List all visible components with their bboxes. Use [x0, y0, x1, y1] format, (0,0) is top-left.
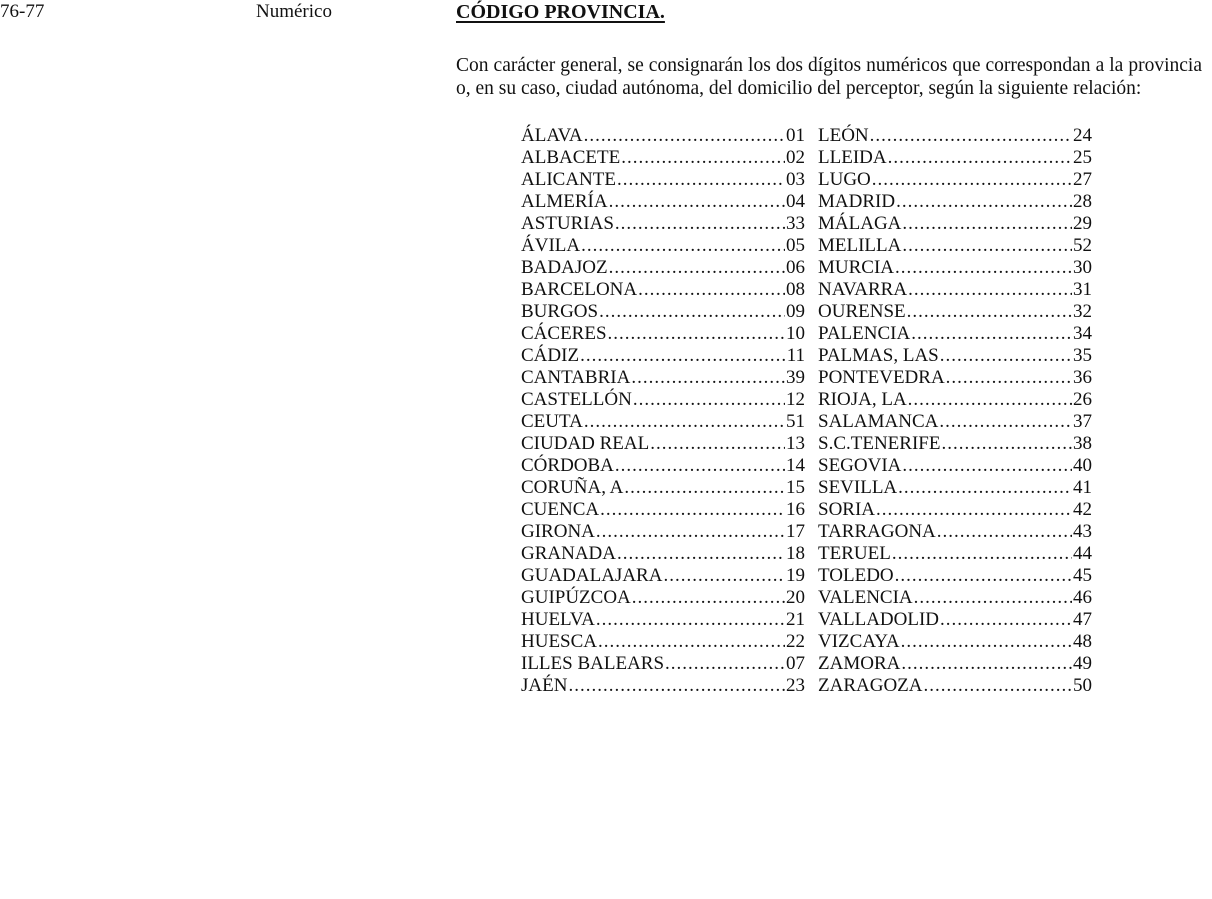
province-name: CANTABRIA: [521, 367, 631, 388]
province-code: 36: [1073, 367, 1092, 388]
province-name: BADAJOZ: [521, 257, 608, 278]
province-name: RIOJA, LA: [818, 389, 907, 410]
dot-leader: [631, 367, 785, 389]
province-code: 33: [786, 213, 805, 234]
dot-leader: [924, 675, 1073, 697]
province-code: 48: [1073, 631, 1092, 652]
province-row: [818, 653, 1092, 675]
dot-leader: [888, 147, 1072, 169]
province-code: 27: [1073, 169, 1092, 190]
province-row: [818, 477, 1092, 499]
dot-leader: [650, 433, 785, 455]
dot-leader: [895, 565, 1072, 587]
province-code: 18: [786, 543, 805, 564]
province-code: 46: [1073, 587, 1092, 608]
province-row: [818, 543, 1092, 565]
province-name: NAVARRA: [818, 279, 908, 300]
province-row: [818, 433, 1092, 455]
province-row: [521, 521, 805, 543]
province-row: [818, 191, 1092, 213]
province-row: [521, 147, 805, 169]
province-list-left: [521, 125, 805, 697]
province-row: [521, 499, 805, 521]
dot-leader: [902, 213, 1072, 235]
dot-leader: [568, 675, 785, 697]
dot-leader: [902, 235, 1072, 257]
dot-leader: [902, 455, 1072, 477]
province-row: [818, 367, 1092, 389]
province-name: ALMERÍA: [521, 191, 608, 212]
province-name: ÁVILA: [521, 235, 581, 256]
province-row: [818, 323, 1092, 345]
province-code: 40: [1073, 455, 1092, 476]
province-name: CUENCA: [521, 499, 600, 520]
province-code: 30: [1073, 257, 1092, 278]
dot-leader: [615, 213, 785, 235]
province-name: ALICANTE: [521, 169, 616, 190]
dot-leader: [581, 235, 785, 257]
dot-leader: [600, 499, 785, 521]
dot-leader: [599, 301, 785, 323]
province-code: 38: [1073, 433, 1092, 454]
province-row: [521, 191, 805, 213]
province-name: CASTELLÓN: [521, 389, 632, 410]
province-name: BARCELONA: [521, 279, 638, 300]
dot-leader: [901, 631, 1072, 653]
province-row: [818, 301, 1092, 323]
dot-leader: [911, 323, 1072, 345]
province-name: MELILLA: [818, 235, 902, 256]
province-code: 39: [786, 367, 805, 388]
province-name: MURCIA: [818, 257, 895, 278]
province-code: 50: [1073, 675, 1092, 696]
province-row: [521, 433, 805, 455]
province-code: 08: [786, 279, 805, 300]
province-name: HUELVA: [521, 609, 595, 630]
province-name: PALMAS, LAS: [818, 345, 939, 366]
province-code: 01: [786, 125, 805, 146]
dot-leader: [609, 257, 785, 279]
dot-leader: [892, 543, 1072, 565]
province-name: CÁCERES: [521, 323, 607, 344]
province-row: [818, 279, 1092, 301]
province-code: 47: [1073, 609, 1092, 630]
province-row: [521, 257, 805, 279]
province-code: 07: [786, 653, 805, 674]
dot-leader: [896, 191, 1072, 213]
dot-leader: [584, 411, 785, 433]
province-row: [818, 565, 1092, 587]
field-position: 76-77: [0, 1, 45, 22]
province-code: 17: [786, 521, 805, 542]
dot-leader: [941, 433, 1072, 455]
dot-leader: [617, 169, 785, 191]
dot-leader: [898, 477, 1072, 499]
province-code: 19: [786, 565, 805, 586]
dot-leader: [617, 543, 785, 565]
province-row: [818, 169, 1092, 191]
province-name: PONTEVEDRA: [818, 367, 945, 388]
province-name: TOLEDO: [818, 565, 894, 586]
province-code: 34: [1073, 323, 1092, 344]
province-name: OURENSE: [818, 301, 906, 322]
province-name: ASTURIAS: [521, 213, 614, 234]
field-description: Con carácter general, se consignarán los dos dígitos numéricos que correspondan a la provincia o, en su caso, ciudad autónoma, del domicilio del perceptor, según la siguiente relación:: [456, 55, 1202, 99]
dot-leader: [598, 631, 785, 653]
province-row: [818, 587, 1092, 609]
province-code: 43: [1073, 521, 1092, 542]
province-name: VALLADOLID: [818, 609, 940, 630]
dot-leader: [872, 169, 1072, 191]
province-code: 16: [786, 499, 805, 520]
province-name: CORUÑA, A: [521, 477, 624, 498]
province-name: LEÓN: [818, 125, 869, 146]
province-name: LLEIDA: [818, 147, 887, 168]
field-type: Numérico: [256, 1, 332, 22]
province-name: ÁLAVA: [521, 125, 583, 146]
province-code: 28: [1073, 191, 1092, 212]
dot-leader: [584, 125, 785, 147]
province-code: 10: [786, 323, 805, 344]
province-name: CÓRDOBA: [521, 455, 614, 476]
dot-leader: [876, 499, 1072, 521]
province-name: SEVILLA: [818, 477, 898, 498]
province-name: TERUEL: [818, 543, 891, 564]
province-row: [521, 565, 805, 587]
province-row: [521, 301, 805, 323]
dot-leader: [937, 521, 1072, 543]
dot-leader: [907, 301, 1072, 323]
province-code: 02: [786, 147, 805, 168]
province-code: 51: [786, 411, 805, 432]
dot-leader: [624, 477, 785, 499]
province-row: [521, 279, 805, 301]
province-row: [818, 455, 1092, 477]
province-code: 35: [1073, 345, 1092, 366]
province-code: 09: [786, 301, 805, 322]
province-code: 14: [786, 455, 805, 476]
province-code: 22: [786, 631, 805, 652]
province-row: [521, 609, 805, 631]
dot-leader: [580, 345, 786, 367]
province-row: [818, 499, 1092, 521]
province-row: [521, 653, 805, 675]
province-row: [818, 147, 1092, 169]
province-row: [521, 213, 805, 235]
province-row: [521, 587, 805, 609]
province-code: 49: [1073, 653, 1092, 674]
province-code: 20: [786, 587, 805, 608]
province-row: [521, 411, 805, 433]
province-name: GRANADA: [521, 543, 616, 564]
province-name: CIUDAD REAL: [521, 433, 650, 454]
province-row: [818, 389, 1092, 411]
province-row: [521, 389, 805, 411]
province-code: 42: [1073, 499, 1092, 520]
province-name: GUADALAJARA: [521, 565, 663, 586]
province-row: [818, 521, 1092, 543]
province-code: 25: [1073, 147, 1092, 168]
dot-leader: [895, 257, 1072, 279]
province-code: 06: [786, 257, 805, 278]
province-name: VIZCAYA: [818, 631, 900, 652]
province-name: MÁLAGA: [818, 213, 902, 234]
province-row: [818, 257, 1092, 279]
province-name: HUESCA: [521, 631, 598, 652]
dot-leader: [615, 455, 785, 477]
dot-leader: [609, 191, 785, 213]
dot-leader: [901, 653, 1072, 675]
province-name: PALENCIA: [818, 323, 911, 344]
dot-leader: [663, 565, 785, 587]
province-code: 11: [786, 345, 805, 366]
province-row: [818, 675, 1092, 697]
province-name: ZARAGOZA: [818, 675, 923, 696]
province-row: [521, 455, 805, 477]
province-row: [818, 125, 1092, 147]
province-code: 04: [786, 191, 805, 212]
province-name: S.C.TENERIFE: [818, 433, 941, 454]
province-row: [521, 169, 805, 191]
dot-leader: [940, 609, 1072, 631]
dot-leader: [633, 389, 785, 411]
province-name: MADRID: [818, 191, 896, 212]
dot-leader: [914, 587, 1072, 609]
province-row: [521, 675, 805, 697]
province-name: VALENCIA: [818, 587, 913, 608]
province-code: 12: [786, 389, 805, 410]
province-row: [521, 125, 805, 147]
province-name: LUGO: [818, 169, 871, 190]
province-code: 24: [1073, 125, 1092, 146]
province-row: [818, 213, 1092, 235]
province-code: 32: [1073, 301, 1092, 322]
dot-leader: [946, 367, 1072, 389]
province-name: JAÉN: [521, 675, 568, 696]
province-row: [818, 631, 1092, 653]
province-name: BURGOS: [521, 301, 599, 322]
province-code: 52: [1073, 235, 1092, 256]
province-code: 41: [1073, 477, 1092, 498]
province-code: 37: [1073, 411, 1092, 432]
dot-leader: [638, 279, 785, 301]
province-row: [521, 631, 805, 653]
province-code: 15: [786, 477, 805, 498]
province-row: [521, 235, 805, 257]
dot-leader: [940, 345, 1072, 367]
province-name: CEUTA: [521, 411, 583, 432]
province-row: [521, 543, 805, 565]
province-name: CÁDIZ: [521, 345, 580, 366]
dot-leader: [908, 279, 1072, 301]
province-code: 13: [786, 433, 805, 454]
province-name: SEGOVIA: [818, 455, 902, 476]
province-row: [818, 609, 1092, 631]
dot-leader: [939, 411, 1072, 433]
province-row: [521, 323, 805, 345]
province-name: SALAMANCA: [818, 411, 939, 432]
province-code: 21: [786, 609, 805, 630]
province-list-right: [818, 125, 1092, 697]
province-name: TARRAGONA: [818, 521, 936, 542]
province-name: GIRONA: [521, 521, 595, 542]
dot-leader: [608, 323, 785, 345]
province-name: ZAMORA: [818, 653, 901, 674]
section-title: CÓDIGO PROVINCIA.: [456, 1, 665, 23]
province-name: ALBACETE: [521, 147, 621, 168]
province-row: [818, 345, 1092, 367]
province-code: 29: [1073, 213, 1092, 234]
province-code: 45: [1073, 565, 1092, 586]
province-row: [818, 235, 1092, 257]
province-row: [818, 411, 1092, 433]
province-row: [521, 367, 805, 389]
province-name: ILLES BALEARS: [521, 653, 665, 674]
province-row: [521, 477, 805, 499]
dot-leader: [621, 147, 785, 169]
dot-leader: [596, 521, 785, 543]
province-row: [521, 345, 805, 367]
dot-leader: [908, 389, 1072, 411]
province-code: 31: [1073, 279, 1092, 300]
dot-leader: [665, 653, 785, 675]
province-code: 05: [786, 235, 805, 256]
dot-leader: [870, 125, 1072, 147]
province-name: SORIA: [818, 499, 876, 520]
dot-leader: [596, 609, 785, 631]
province-code: 23: [786, 675, 805, 696]
province-name: GUIPÚZCOA: [521, 587, 631, 608]
dot-leader: [632, 587, 785, 609]
province-code: 26: [1073, 389, 1092, 410]
province-code: 44: [1073, 543, 1092, 564]
province-code: 03: [786, 169, 805, 190]
